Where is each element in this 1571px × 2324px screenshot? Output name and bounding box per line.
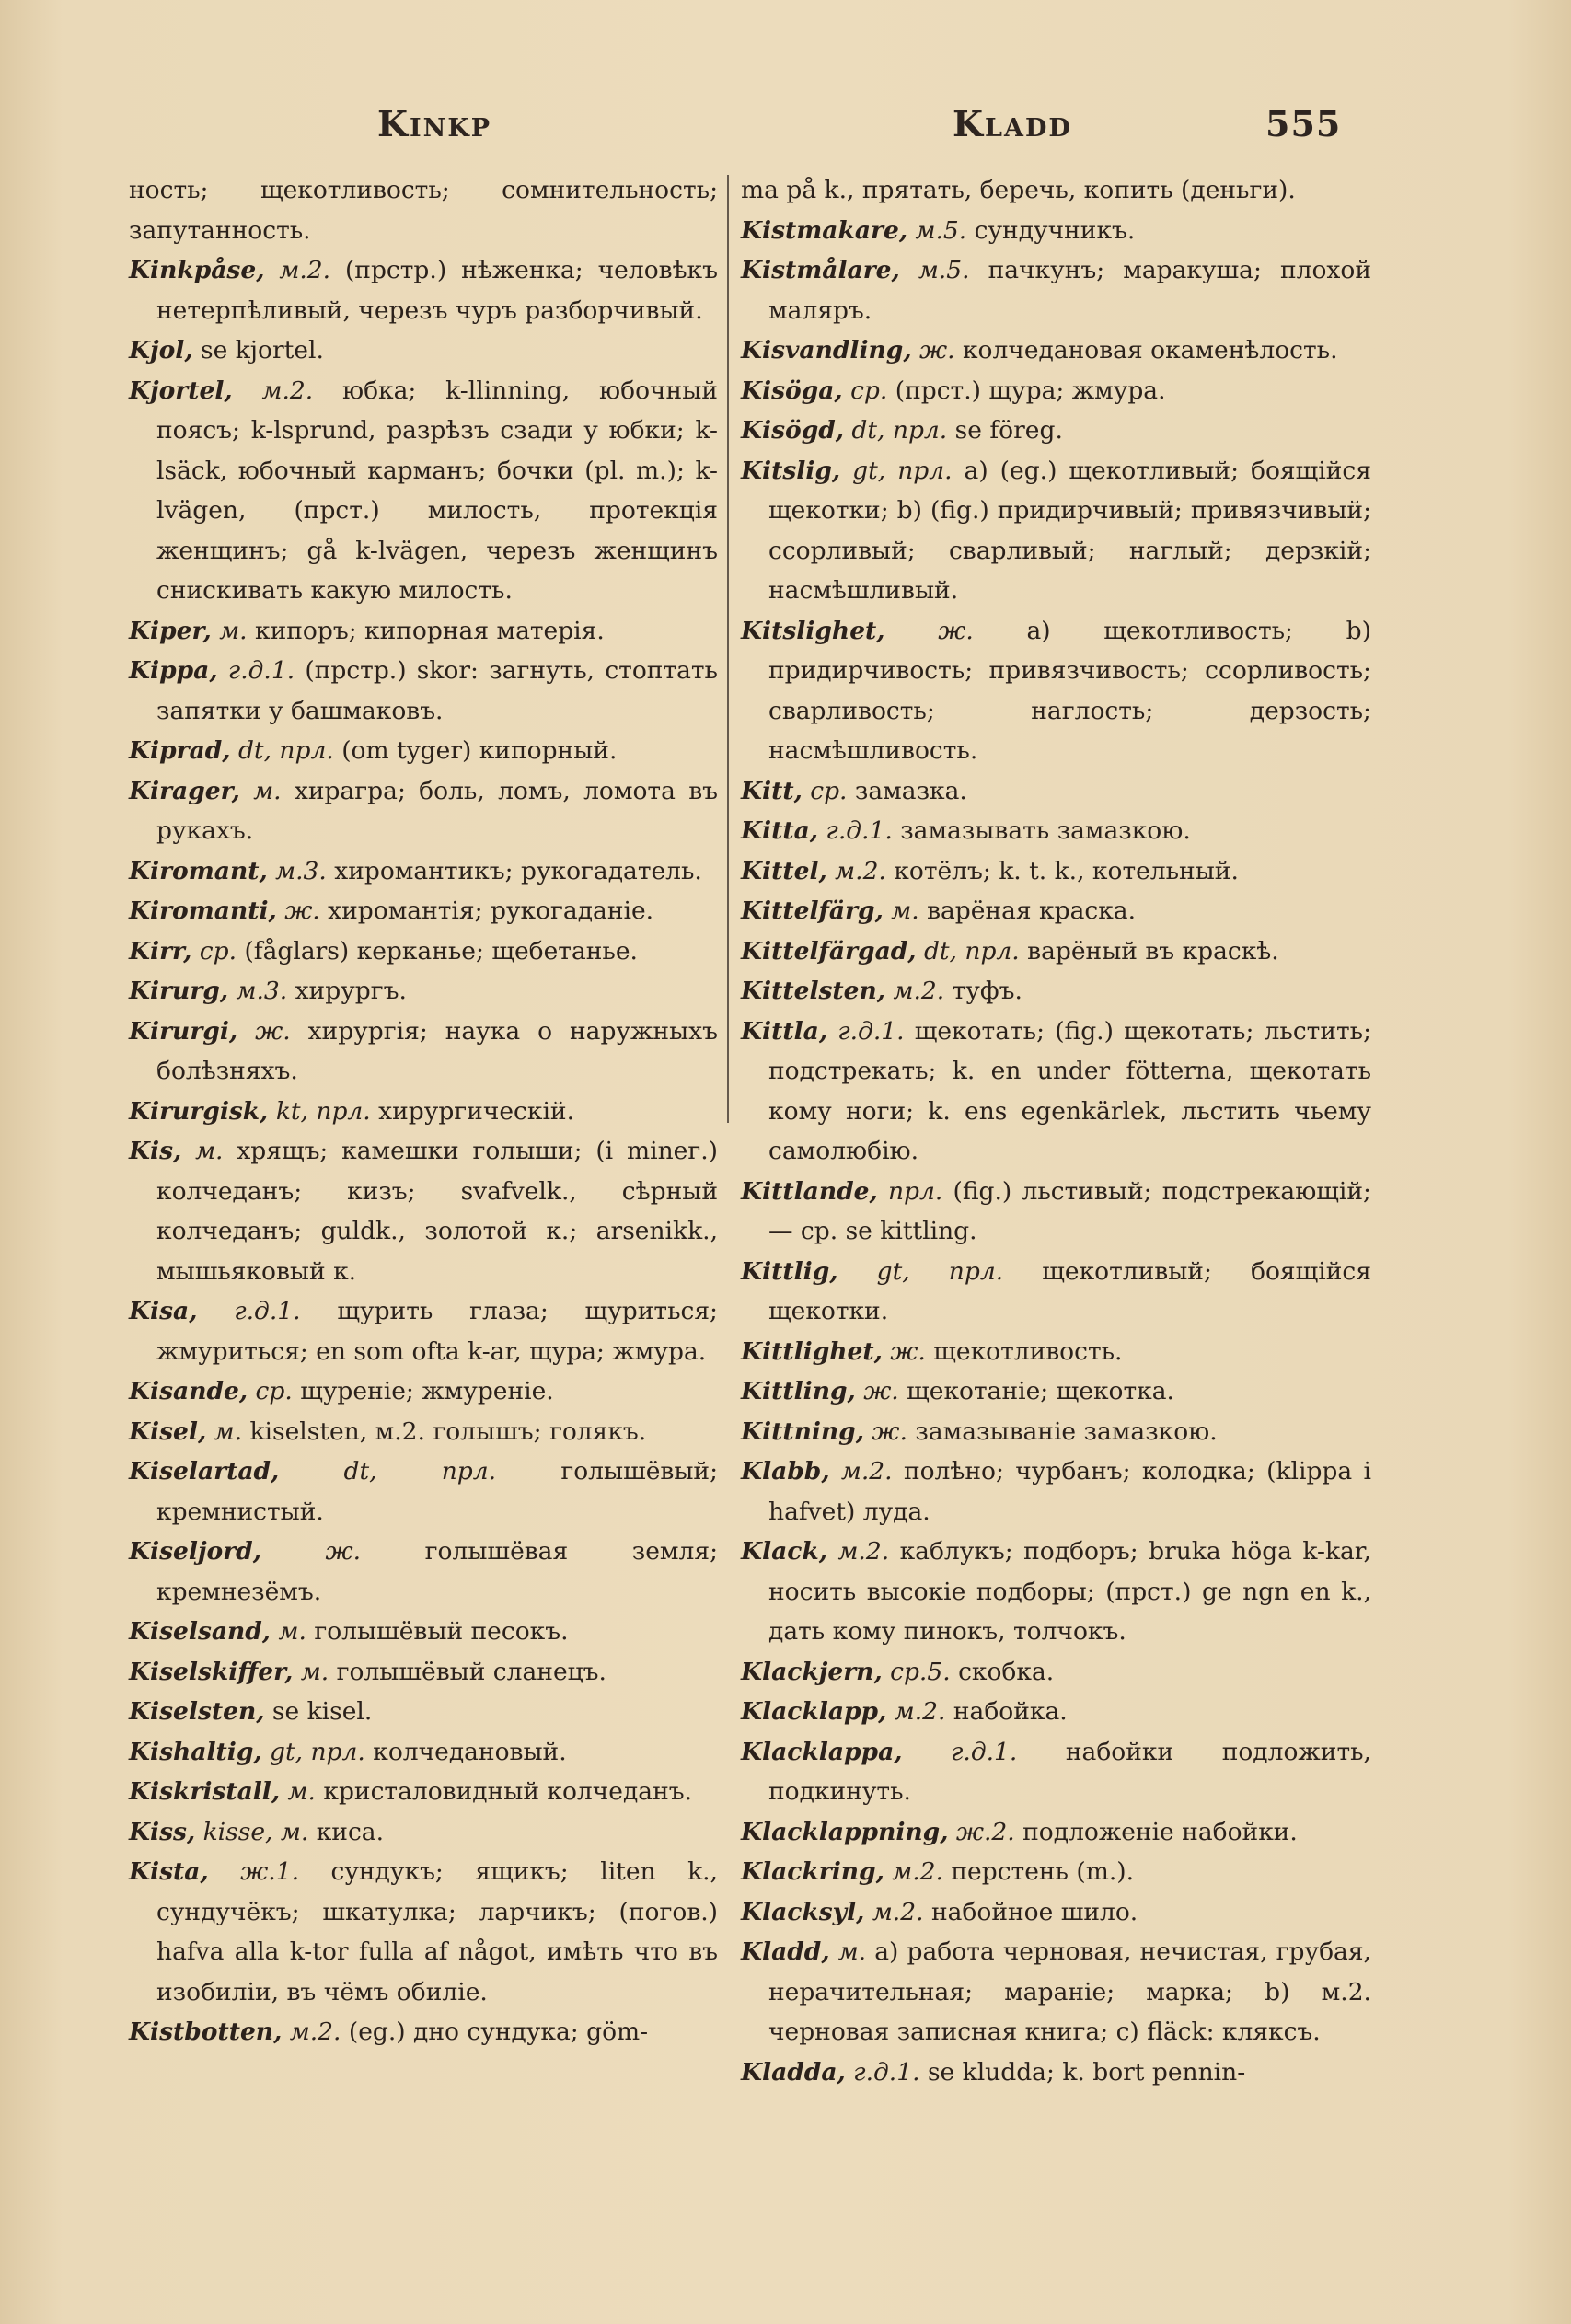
entry-definition: (прстр.) skor: загнуть, стоптать запятки у башмаковъ. — [156, 656, 718, 725]
entry-headword: Kittel, — [741, 856, 827, 885]
entry-definition: каблукъ; подборъ; bruka höga k-kar, носить высокіе подборы; (прст.) ge ngn en k., дать кому пинокъ, толчокъ. — [768, 1537, 1371, 1646]
dictionary-entry — [741, 611, 1371, 771]
entry-grammar: ср. — [810, 776, 848, 805]
entry-definition: голышёвый; кремнистый. — [156, 1457, 718, 1526]
entry-grammar: м.2. — [835, 856, 886, 885]
entry-definition: туфъ. — [952, 977, 1022, 1005]
dictionary-entry — [741, 211, 1371, 251]
dictionary-entry — [741, 1371, 1371, 1412]
entry-definition: щекотаніе; щекотка. — [907, 1377, 1174, 1405]
entry-headword: Kiromanti, — [129, 896, 277, 925]
entry-definition: a) работа черновая, нечистая, грубая, нерачительная; мараніе; марка; b) м.2. черновая записная книга; c) fläck: кляксъ. — [768, 1937, 1371, 2046]
entry-definition: котёлъ; k. t. k., котельный. — [894, 856, 1239, 885]
entry-grammar: ж.2. — [955, 1817, 1015, 1846]
entry-definition: набойное шило. — [930, 1897, 1138, 1926]
entry-grammar: ж. — [863, 1377, 899, 1405]
entry-definition: варёный въ краскѣ. — [1027, 936, 1279, 965]
entry-headword: Kitt, — [741, 776, 803, 805]
entry-grammar: м. — [253, 776, 282, 805]
entry-grammar: м.2. — [893, 977, 945, 1005]
entry-definition: набойки подложить, подкинуть. — [768, 1737, 1371, 1806]
entry-definition: голышёвый песокъ. — [314, 1617, 569, 1646]
dictionary-entry — [741, 771, 1371, 812]
entry-grammar: м. — [214, 1416, 243, 1446]
dictionary-entry — [741, 1532, 1371, 1652]
entry-headword: Kisöga, — [741, 376, 843, 405]
entry-headword: Kiromant, — [129, 856, 268, 885]
dictionary-entry — [741, 170, 1371, 211]
dictionary-entry — [741, 1692, 1371, 1732]
entry-headword: Klacklappa, — [741, 1737, 903, 1766]
entry-headword: Kiss, — [129, 1817, 196, 1846]
dictionary-entry — [129, 250, 718, 330]
entry-grammar: ж. — [938, 616, 974, 645]
entry-grammar: м.2. — [892, 1857, 943, 1886]
dictionary-entry — [741, 1252, 1371, 1332]
entry-headword: Kinkpåse, — [129, 256, 265, 284]
entry-grammar: ж. — [918, 336, 955, 364]
entry-grammar: м.3. — [275, 856, 327, 885]
entry-definition: пачкунъ; маракуша; плохой маляръ. — [768, 256, 1371, 325]
entry-headword: Kiseljord, — [129, 1537, 261, 1566]
dictionary-entry — [129, 1131, 718, 1291]
entry-definition: a) (eg.) щекотливый; боящійся щекотки; b) (fig.) придирчивый; привязчивый; ссорливый; сварливый; наглый; дерзкій; насмѣшливый. — [768, 456, 1371, 605]
entry-grammar: прл. — [887, 1176, 943, 1206]
entry-grammar: г.д.1. — [826, 816, 893, 845]
entry-headword: Kittlighet, — [741, 1336, 883, 1366]
entry-headword: Kirurg, — [129, 977, 229, 1005]
dictionary-entry — [741, 410, 1371, 451]
entry-grammar: м.2. — [261, 376, 314, 405]
entry-grammar: ср.5. — [890, 1657, 951, 1686]
entry-definition: (fig.) льстивый; подстрекающій; — ср. se kittling. — [768, 1176, 1371, 1245]
dictionary-entry — [129, 651, 718, 731]
entry-headword: Kittning, — [741, 1416, 864, 1446]
entry-headword: Kjol, — [129, 336, 193, 364]
entry-definition: щуреніе; жмуреніе. — [300, 1377, 554, 1405]
dictionary-entry — [129, 1652, 718, 1693]
entry-grammar: kt, прл. — [275, 1096, 371, 1126]
dictionary-entry — [129, 1852, 718, 2012]
entry-grammar: м. — [287, 1777, 316, 1806]
right-column — [741, 170, 1371, 2287]
entry-grammar: dt, прл. — [237, 736, 334, 765]
dictionary-entry — [741, 851, 1371, 892]
entry-headword: Klack, — [741, 1537, 827, 1566]
entry-definition: a) щекотливость; b) придирчивость; привязчивость; ссорливость; сварливость; наглость; дерзость; насмѣшливость. — [768, 616, 1371, 765]
dictionary-entry — [129, 1092, 718, 1132]
entry-headword: Kladda, — [741, 2057, 846, 2087]
dictionary-entry — [129, 170, 718, 250]
entry-headword: Klackjern, — [741, 1657, 883, 1686]
entry-definition: (прстр.) нѣженка; человѣкъ нетерпѣливый, черезъ чуръ разборчивый. — [156, 256, 718, 325]
entry-grammar: dt, прл. — [923, 936, 1020, 965]
header-left-guideword: Kinkp — [377, 103, 492, 145]
entry-headword: Kistmålare, — [741, 256, 900, 284]
entry-definition: (прст.) щура; жмура. — [895, 376, 1166, 405]
entry-headword: Kitta, — [741, 816, 818, 845]
dictionary-entry — [129, 1291, 718, 1371]
entry-headword: Kiskristall, — [129, 1777, 281, 1806]
entry-definition: колчедановый. — [373, 1737, 567, 1766]
entry-definition: подложеніе набойки. — [1022, 1817, 1298, 1846]
entry-definition: кристаловидный колчеданъ. — [323, 1777, 693, 1806]
entry-grammar: kisse, м. — [202, 1817, 309, 1846]
dictionary-entry — [129, 330, 718, 371]
entry-headword: Kitslighet, — [741, 616, 885, 645]
entry-definition: сундукъ; ящикъ; liten k., сундучёкъ; шкатулка; ларчикъ; (погов.) hafva alla k-tor fulla af något, имѣть что въ изобиліи, въ чёмъ обиліе. — [156, 1857, 718, 2006]
entry-definition: киса. — [316, 1817, 385, 1846]
entry-definition: хирагра; боль, ломъ, ломота въ рукахъ. — [156, 776, 718, 845]
dictionary-entry — [741, 891, 1371, 931]
dictionary-entry — [741, 371, 1371, 411]
entry-grammar: м.2. — [894, 1697, 946, 1726]
entry-grammar: ср. — [850, 376, 888, 405]
entry-headword: Klabb, — [741, 1457, 830, 1486]
dictionary-entry — [129, 931, 718, 972]
entry-headword: Kistbotten, — [129, 2018, 283, 2046]
left-column — [129, 170, 718, 2287]
entry-grammar: м. — [300, 1657, 329, 1686]
entry-grammar: м.2. — [289, 2018, 341, 2046]
entry-definition: хиромантикъ; рукогадатель. — [334, 856, 702, 885]
entry-grammar: ср. — [199, 936, 237, 965]
entry-headword: Kittla, — [741, 1016, 828, 1046]
entry-headword: Kirager, — [129, 776, 240, 805]
entry-grammar: м.2. — [837, 1537, 890, 1566]
dictionary-entry — [129, 971, 718, 1012]
entry-headword: Kittelfärgad, — [741, 936, 917, 965]
dictionary-entry — [741, 2052, 1371, 2093]
entry-headword: Kiselsten, — [129, 1697, 265, 1726]
entry-headword: Kista, — [129, 1857, 209, 1886]
entry-headword: Kis, — [129, 1137, 182, 1165]
dictionary-entry — [129, 2012, 718, 2052]
dictionary-entry — [129, 891, 718, 931]
entry-grammar: gt, прл. — [270, 1737, 365, 1766]
dictionary-entry — [129, 611, 718, 652]
dictionary-entry — [129, 771, 718, 851]
dictionary-entry — [741, 1652, 1371, 1693]
entry-headword: Kisögd, — [741, 416, 844, 445]
entry-definition: хирургическій. — [378, 1096, 575, 1126]
entry-definition: хирургія; наука о наружныхъ болѣзняхъ. — [156, 1016, 718, 1085]
entry-definition: полѣно; чурбанъ; колодка; (klippa i hafvet) луда. — [768, 1457, 1371, 1526]
entry-definition: замазываніе замазкою. — [915, 1416, 1218, 1446]
entry-definition: щекотливость. — [933, 1336, 1123, 1366]
entry-definition: колчедановая окаменѣлость. — [962, 336, 1338, 364]
entry-headword: Klacksyl, — [741, 1897, 865, 1926]
dictionary-entry — [741, 1451, 1371, 1532]
entry-definition: кипоръ; кипорная матерія. — [255, 616, 605, 645]
entry-headword: Kisvandling, — [741, 336, 912, 364]
entry-grammar: ж. — [872, 1416, 907, 1446]
entry-grammar: м.3. — [236, 977, 288, 1005]
dictionary-entry — [741, 1172, 1371, 1252]
entry-definition: хрящъ; камешки голыши; (i mineг.) колчеданъ; кизъ; svafvelk., сѣрный колчеданъ; guldk., золотой к.; arsenikk., мышьяковый к. — [156, 1137, 718, 1286]
entry-grammar: м.2. — [279, 256, 331, 284]
entry-headword: Kisel, — [129, 1416, 207, 1446]
entry-headword: Kitslig, — [741, 456, 841, 485]
dictionary-entry — [129, 1732, 718, 1773]
entry-definition: se kjortel. — [201, 336, 324, 364]
entry-grammar: г.д.1. — [853, 2057, 920, 2087]
entry-headword: Kisande, — [129, 1377, 248, 1405]
entry-headword: Kittelfärg, — [741, 896, 884, 925]
entry-grammar: м. — [837, 1937, 867, 1966]
entry-grammar: м.5. — [915, 215, 967, 245]
entry-headword: Klacklappning, — [741, 1817, 949, 1846]
entry-grammar: г.д.1. — [234, 1297, 301, 1325]
entry-grammar: dt, прл. — [343, 1457, 497, 1486]
entry-definition: хиромантія; рукогаданіе. — [328, 896, 654, 925]
entry-definition: щекотливый; боящійся щекотки. — [768, 1256, 1371, 1325]
entry-headword: Kiprad, — [129, 736, 231, 765]
entry-definition: сундучникъ. — [974, 215, 1136, 245]
entry-definition: варёная краска. — [927, 896, 1136, 925]
dictionary-entry — [741, 1012, 1371, 1172]
entry-headword: Kittling, — [741, 1377, 856, 1405]
entry-definition: юбка; k-llinning, юбочный поясъ; k-lsprund, разрѣзъ сзади у юбки; k-lsäck, юбочный карманъ; бочки (pl. m.); k-lvägen, (прст.) милость, протекція женщинъ; gå k-lvägen, черезъ женщинъ снискивать какую милость. — [156, 376, 718, 605]
dictionary-entry — [741, 250, 1371, 330]
entry-definition: se föreg. — [954, 416, 1063, 445]
entry-headword: Kiselskiffer, — [129, 1657, 294, 1686]
entry-grammar: ж.1. — [240, 1857, 299, 1886]
entry-grammar: м.2. — [872, 1897, 924, 1926]
dictionary-entry — [129, 1812, 718, 1853]
dictionary-entry — [129, 731, 718, 771]
entry-definition: перстень (m.). — [951, 1857, 1135, 1886]
dictionary-entry — [741, 1932, 1371, 2052]
entry-grammar: м.5. — [918, 256, 970, 284]
dictionary-entry — [741, 971, 1371, 1012]
entry-headword: Kjortel, — [129, 376, 233, 405]
entry-headword: Kittlande, — [741, 1176, 878, 1206]
entry-grammar: м. — [891, 896, 919, 925]
entry-grammar: г.д.1. — [951, 1737, 1018, 1766]
entry-definition: (eg.) дно сундука; göm- — [348, 2018, 649, 2046]
dictionary-entry — [741, 811, 1371, 851]
entry-definition: ma på k., прятать, беречь, копить (деньги). — [741, 176, 1296, 204]
entry-headword: Kippa, — [129, 656, 218, 685]
entry-grammar: ж. — [255, 1016, 291, 1046]
entry-definition: набойка. — [953, 1697, 1068, 1726]
entry-grammar: г.д.1. — [227, 656, 295, 685]
entry-headword: Kirr, — [129, 936, 192, 965]
entry-headword: Kirurgi, — [129, 1016, 238, 1046]
dictionary-entry — [741, 330, 1371, 371]
dictionary-entry — [741, 1732, 1371, 1812]
entry-definition: скобка. — [958, 1657, 1055, 1686]
entry-definition: замазывать замазкою. — [900, 816, 1191, 845]
entry-definition: se kisel. — [271, 1697, 373, 1726]
entry-definition: (fåglars) керканье; щебетанье. — [244, 936, 638, 965]
entry-grammar: м. — [195, 1137, 224, 1165]
dictionary-entry — [741, 1892, 1371, 1933]
dictionary-entry — [129, 1532, 718, 1612]
dictionary-entry — [741, 1332, 1371, 1372]
entry-headword: Klacklapp, — [741, 1697, 887, 1726]
column-divider — [727, 175, 729, 1123]
entry-grammar: ж. — [284, 896, 320, 925]
entry-headword: Kisa, — [129, 1297, 198, 1325]
entry-headword: Kittelsten, — [741, 977, 886, 1005]
entry-grammar: gt, прл. — [876, 1256, 1004, 1286]
entry-definition: se kludda; k. bort pennin- — [927, 2057, 1246, 2087]
dictionary-entry — [741, 451, 1371, 611]
entry-headword: Klackring, — [741, 1857, 884, 1886]
page-number: 555 — [1265, 103, 1342, 145]
dictionary-entry — [741, 1412, 1371, 1452]
entry-grammar: dt, прл. — [851, 416, 948, 445]
dictionary-entry — [129, 1612, 718, 1652]
entry-headword: Kladd, — [741, 1937, 830, 1966]
dictionary-entry — [129, 851, 718, 892]
entry-headword: Kistmakare, — [741, 215, 908, 245]
entry-definition: щекотать; (fig.) щекотать; льстить; подстрекать; k. en under fötterna, щекотать кому ноги; k. ens egenkärlek, льстить чьему самолюбію. — [768, 1016, 1371, 1165]
dictionary-entry — [741, 1812, 1371, 1853]
entry-headword: Kiselsand, — [129, 1617, 271, 1646]
entry-grammar: м.2. — [840, 1457, 893, 1486]
dictionary-entry — [129, 1772, 718, 1812]
entry-definition: хирургъ. — [295, 977, 407, 1005]
header-right-guideword: Kladd — [953, 103, 1072, 145]
entry-definition: ность; щекотливость; сомнительность; запутанность. — [129, 176, 718, 245]
dictionary-entry — [129, 1012, 718, 1092]
dictionary-entry — [741, 931, 1371, 972]
entry-definition: голышёвый сланецъ. — [336, 1657, 606, 1686]
entry-headword: Kittlig, — [741, 1256, 838, 1286]
dictionary-entry — [129, 1692, 718, 1732]
dictionary-entry — [741, 1852, 1371, 1892]
entry-definition: kiselsten, м.2. голышъ; голякъ. — [249, 1416, 647, 1446]
dictionary-entry — [129, 1451, 718, 1532]
entry-grammar: м. — [219, 616, 248, 645]
entry-grammar: ж. — [890, 1336, 926, 1366]
entry-headword: Kiper, — [129, 616, 212, 645]
entry-headword: Kiselartad, — [129, 1457, 280, 1486]
entry-definition: щурить глаза; щуриться; жмуриться; en som ofta k-ar, щура; жмура. — [156, 1297, 718, 1366]
entry-grammar: ср. — [255, 1377, 293, 1405]
entry-headword: Kirurgisk, — [129, 1096, 269, 1126]
entry-definition: голышёвая земля; кремнезёмъ. — [156, 1537, 718, 1606]
entry-grammar: г.д.1. — [837, 1016, 905, 1046]
dictionary-entry — [129, 371, 718, 611]
entry-grammar: ж. — [325, 1537, 362, 1566]
entry-headword: Kishaltig, — [129, 1737, 262, 1766]
entry-grammar: м. — [278, 1617, 306, 1646]
entry-definition: замазка. — [854, 776, 967, 805]
entry-grammar: gt, прл. — [852, 456, 953, 485]
entry-definition: (om tyger) кипорный. — [341, 736, 618, 765]
dictionary-entry — [129, 1412, 718, 1452]
dictionary-entry — [129, 1371, 718, 1412]
